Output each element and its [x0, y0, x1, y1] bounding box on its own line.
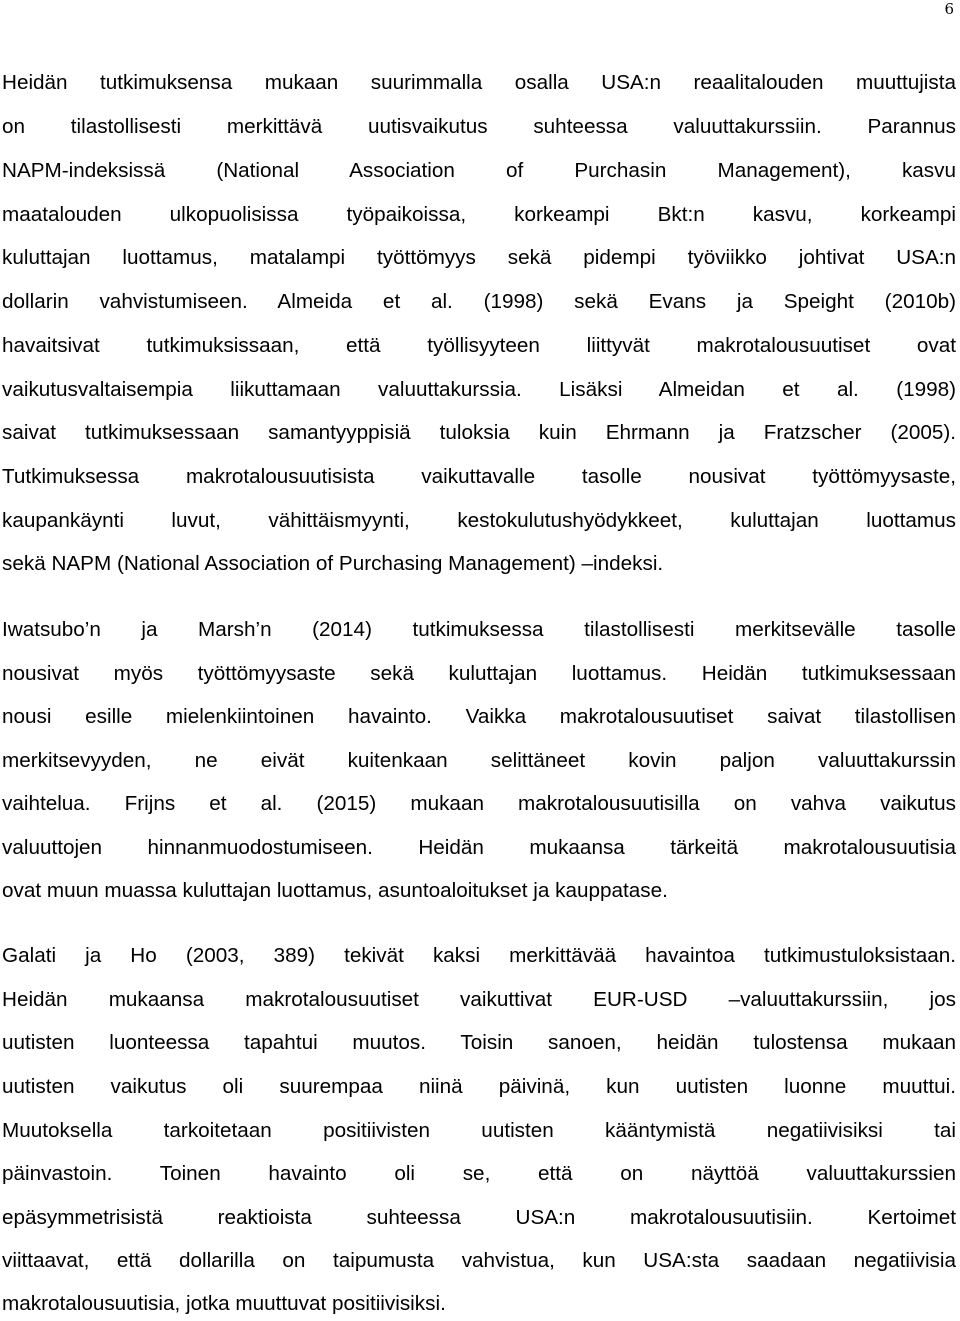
text-line: nousivat myös työttömyysaste sekä kuluttajan luottamus. Heidän tutkimuksessaan	[2, 662, 956, 685]
text-line: epäsymmetrisistä reaktioista suhteessa USA:n makrotalousuutisiin. Kertoimet	[2, 1206, 956, 1229]
text-line: valuuttojen hinnanmuodostumiseen. Heidän mukaansa tärkeitä makrotalousuutisia	[2, 836, 956, 859]
text-line: viittaavat, että dollarilla on taipumusta vahvistua, kun USA:sta saadaan negatiivisia	[2, 1249, 956, 1272]
text-line: on tilastollisesti merkittävä uutisvaikutus suhteessa valuuttakurssiin. Parannus	[2, 115, 956, 138]
text-line: Muutoksella tarkoitetaan positiivisten uutisten kääntymistä negatiivisiksi tai	[2, 1119, 956, 1142]
text-line: kaupankäynti luvut, vähittäismyynti, kestokulutushyödykkeet, kuluttajan luottamus	[2, 509, 956, 532]
text-line: ovat muun muassa kuluttajan luottamus, asuntoaloitukset ja kauppatase.	[2, 879, 668, 902]
text-line: havaitsivat tutkimuksissaan, että työllisyyteen liittyvät makrotalousuutiset ovat	[2, 334, 956, 357]
text-line: uutisten vaikutus oli suurempaa niinä päivinä, kun uutisten luonne muuttui.	[2, 1075, 956, 1098]
text-line: merkitsevyyden, ne eivät kuitenkaan selittäneet kovin paljon valuuttakurssin	[2, 749, 956, 772]
text-line: Tutkimuksessa makrotalousuutisista vaikuttavalle tasolle nousivat työttömyysaste,	[2, 465, 956, 488]
text-line: nousi esille mielenkiintoinen havainto. Vaikka makrotalousuutiset saivat tilastollisen	[2, 705, 956, 728]
text-line: päinvastoin. Toinen havainto oli se, että on näyttöä valuuttakurssien	[2, 1162, 956, 1185]
text-line: uutisten luonteessa tapahtui muutos. Toisin sanoen, heidän tulostensa mukaan	[2, 1031, 956, 1054]
text-line: Iwatsubo’n ja Marsh’n (2014) tutkimuksessa tilastollisesti merkitsevälle tasolle	[2, 618, 956, 641]
text-line: dollarin vahvistumiseen. Almeida et al. (1998) sekä Evans ja Speight (2010b)	[2, 290, 956, 313]
text-line: makrotalousuutisia, jotka muuttuvat positiivisiksi.	[2, 1292, 446, 1315]
text-line: Heidän mukaansa makrotalousuutiset vaikuttivat EUR-USD –valuuttakurssiin, jos	[2, 988, 956, 1011]
text-line: sekä NAPM (National Association of Purchasing Management) –indeksi.	[2, 552, 664, 575]
text-line: NAPM-indeksissä (National Association of Purchasin Management), kasvu	[2, 159, 956, 182]
page-number: 6	[944, 0, 954, 18]
text-line: vaihtelua. Frijns et al. (2015) mukaan makrotalousuutisilla on vahva vaikutus	[2, 792, 956, 815]
text-line: vaikutusvaltaisempia liikuttamaan valuuttakurssia. Lisäksi Almeidan et al. (1998)	[2, 378, 956, 401]
text-line: Heidän tutkimuksensa mukaan suurimmalla osalla USA:n reaalitalouden muuttujista	[2, 71, 956, 94]
text-line: Galati ja Ho (2003, 389) tekivät kaksi merkittävää havaintoa tutkimustuloksistaan.	[2, 944, 956, 967]
text-line: maatalouden ulkopuolisissa työpaikoissa, korkeampi Bkt:n kasvu, korkeampi	[2, 203, 956, 226]
text-line: kuluttajan luottamus, matalampi työttömyys sekä pidempi työviikko johtivat USA:n	[2, 246, 956, 269]
text-line: saivat tutkimuksessaan samantyyppisiä tuloksia kuin Ehrmann ja Fratzscher (2005).	[2, 421, 956, 444]
